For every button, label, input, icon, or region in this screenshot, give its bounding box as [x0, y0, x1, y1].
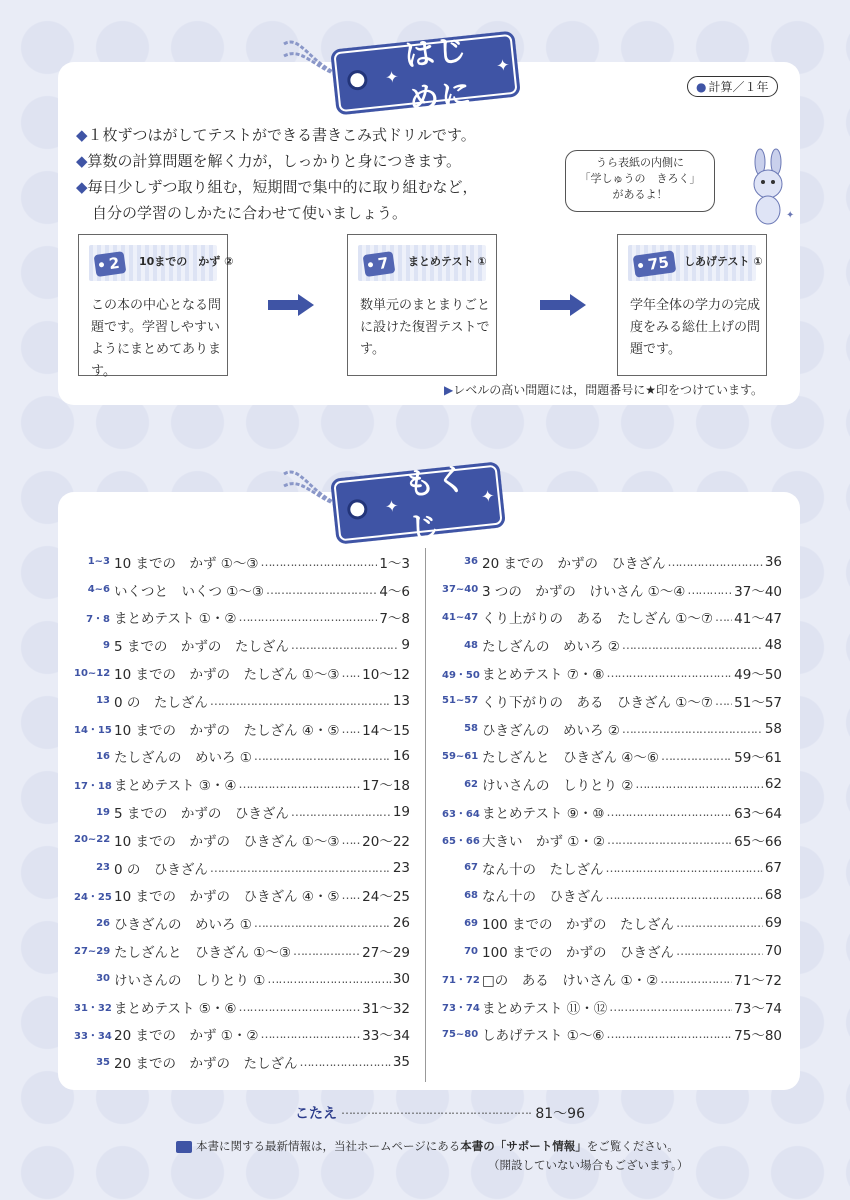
- toc-entry[interactable]: [442, 576, 782, 604]
- toc-entry[interactable]: [442, 826, 782, 854]
- toc-entry-pages: 37～40: [734, 583, 782, 600]
- toc-entry-pages: 58: [764, 720, 782, 737]
- toc-entry-pages: 65～66: [734, 833, 782, 850]
- speech-line: うら表紙の内側に: [596, 156, 684, 169]
- toc-entry-number: 1~3: [87, 556, 110, 568]
- toc-entry-title: まとめテスト ①・②: [114, 611, 237, 628]
- right-arrow-icon: [268, 294, 316, 316]
- toc-entry-title: たしざんと ひきざん ①～③: [114, 945, 291, 962]
- leader-dots: [676, 916, 763, 930]
- toc-entry-title: 5 までの かずの たしざん: [114, 639, 289, 656]
- toc-entry[interactable]: [74, 687, 410, 715]
- diamond-icon: ◆: [76, 152, 88, 170]
- toc-entry-title: 10 までの かず ①～③: [114, 555, 259, 572]
- support-text: をご覧ください。: [586, 1139, 679, 1153]
- toc-entry[interactable]: [74, 965, 410, 993]
- toc-entry-title: 10 までの かずの たしざん ①～③: [114, 667, 340, 684]
- leader-dots: [715, 610, 732, 624]
- toc-entry[interactable]: [74, 715, 410, 743]
- toc-entry-title: なん十の たしざん: [482, 861, 604, 878]
- toc-entry-number: 26: [96, 917, 110, 929]
- toc-entry[interactable]: [74, 1048, 410, 1076]
- leader-dots: [210, 861, 391, 875]
- bullet-item: [76, 174, 478, 200]
- problem-number-chip: 75: [633, 250, 677, 277]
- toc-entry[interactable]: [74, 854, 410, 882]
- toc-entry-number: 17・18: [74, 780, 112, 792]
- toc-entry-pages: 68: [764, 887, 782, 904]
- toc-entry-number: 62: [464, 778, 478, 790]
- toc-entry-title: ひきざんの めいろ ①: [114, 917, 252, 934]
- toc-entry-pages: 1～3: [379, 555, 410, 572]
- toc-entry-title: 20 までの かずの たしざん: [114, 1056, 298, 1073]
- star-icon: ✦: [384, 66, 402, 87]
- toc-entry[interactable]: [442, 854, 782, 882]
- example-box-main: [78, 234, 234, 379]
- toc-entry-title: たしざんと ひきざん ④～⑥: [482, 750, 659, 767]
- toc-entry-title: くり下がりの ある ひきざん ①～⑦: [482, 694, 713, 711]
- toc-entry-number: 30: [96, 973, 110, 985]
- leader-dots: [299, 1055, 390, 1069]
- toc-entry-number: 67: [464, 862, 478, 874]
- grade-badge: [687, 76, 778, 97]
- problem-number-chip: 7: [363, 251, 396, 277]
- example-title: しあげテスト ①: [684, 255, 763, 268]
- toc-entry-number: 13: [96, 695, 110, 707]
- toc-entry-title: いくつと いくつ ①～③: [114, 583, 264, 600]
- toc-entry-title: まとめテスト ⑤・⑥: [114, 1000, 237, 1017]
- toc-entry-title: 100 までの かずの ひきざん: [482, 945, 675, 962]
- toc-entry-title: たしざんの めいろ ①: [114, 750, 252, 767]
- toc-entry[interactable]: [74, 937, 410, 965]
- speech-bubble: [565, 150, 715, 212]
- toc-entry-pages: 67: [764, 859, 782, 876]
- leader-dots: [341, 722, 360, 736]
- toc-entry-pages: 27～29: [362, 945, 410, 962]
- toc-entry-number: 7・8: [86, 613, 110, 625]
- example-description: 学年全体の学力の完成度をみる総仕上げの問題です。: [630, 298, 761, 357]
- toc-entry-pages: 41～47: [734, 611, 782, 628]
- toc-entry[interactable]: [442, 548, 782, 576]
- intro-title-tag: [330, 31, 521, 116]
- toc-entry[interactable]: [74, 576, 410, 604]
- toc-entry-title: 20 までの かずの ひきざん: [482, 555, 666, 572]
- leader-dots: [238, 1000, 360, 1014]
- toc-right-column: [442, 548, 782, 1048]
- toc-entry[interactable]: [442, 937, 782, 965]
- toc-entry-pages: 70: [764, 943, 782, 960]
- star-icon: ✦: [480, 485, 498, 506]
- computer-icon: [176, 1141, 192, 1153]
- toc-entry-title: 10 までの かずの ひきざん ④・⑤: [114, 889, 340, 906]
- leader-dots: [635, 777, 762, 791]
- toc-entry-number: 49・50: [442, 669, 480, 681]
- toc-entry-number: 19: [96, 806, 110, 818]
- toc-entry-pages: 36: [764, 553, 782, 570]
- toc-entry-pages: 69: [764, 915, 782, 932]
- toc-entry-number: 68: [464, 889, 478, 901]
- example-title: まとめテスト ①: [408, 255, 487, 268]
- toc-entry-number: 59~61: [442, 750, 479, 762]
- speech-line: 「学しゅうの きろく」: [579, 172, 701, 185]
- toc-entry[interactable]: [74, 909, 410, 937]
- leader-dots: [676, 944, 763, 958]
- toc-entry-title: 3 つの かずの けいさん ①～④: [482, 583, 686, 600]
- leader-dots: [622, 638, 763, 652]
- toc-entry-pages: 62: [764, 776, 782, 793]
- toc-entry-number: 75~80: [442, 1028, 479, 1040]
- toc-entry[interactable]: [74, 1021, 410, 1049]
- leader-dots: [254, 916, 391, 930]
- toc-entry[interactable]: [442, 743, 782, 771]
- leader-dots: [341, 666, 360, 680]
- bullet-item: [76, 148, 478, 174]
- tag-hole-icon: [346, 69, 368, 91]
- toc-entry[interactable]: [74, 548, 410, 576]
- problem-number-chip: 2: [94, 251, 127, 277]
- toc-entry-title: まとめテスト ⑦・⑧: [482, 667, 605, 684]
- support-text: 本書に関する最新情報は，当社ホームページにある: [196, 1139, 461, 1153]
- leader-dots: [607, 833, 732, 847]
- toc-entry-title: まとめテスト ③・④: [114, 778, 237, 795]
- toc-entry-pages: 75～80: [734, 1028, 782, 1045]
- answers-pages: 81～96: [535, 1106, 585, 1122]
- grade-label: 計算／１年: [708, 80, 769, 94]
- leader-dots: [715, 694, 732, 708]
- toc-entry-title: 20 までの かず ①・②: [114, 1028, 259, 1045]
- toc-entry-pages: 35: [392, 1054, 410, 1071]
- diamond-icon: ◆: [76, 178, 88, 196]
- toc-entry-pages: 16: [392, 748, 410, 765]
- leader-dots: [609, 1000, 732, 1014]
- bullet-continuation: 自分の学習のしかたに合わせて使いましょう。: [92, 204, 408, 222]
- leader-dots: [687, 583, 732, 597]
- toc-entry-pages: 24～25: [362, 889, 410, 906]
- toc-entry-pages: 31～32: [362, 1000, 410, 1017]
- toc-entry-title: なん十の ひきざん: [482, 889, 604, 906]
- toc-entry-number: 37~40: [442, 584, 479, 596]
- support-link[interactable]: 本書の「サポート情報」: [460, 1139, 587, 1153]
- bullet-item: [76, 122, 478, 148]
- toc-entry[interactable]: [74, 798, 410, 826]
- example-description: 数単元のまとまりごとに設けた復習テストです。: [360, 298, 491, 357]
- toc-entry-pages: 59～61: [734, 750, 782, 767]
- toc-entry-pages: 73～74: [734, 1000, 782, 1017]
- toc-entry[interactable]: [74, 631, 410, 659]
- toc-entry-title: 10 までの かずの ひきざん ①～③: [114, 833, 340, 850]
- toc-left-column: [74, 548, 410, 1076]
- toc-entry-title: くり上がりの ある たしざん ①～⑦: [482, 611, 713, 628]
- leader-dots: [238, 777, 360, 791]
- leader-dots: [606, 888, 763, 902]
- toc-entry-number: 69: [464, 917, 478, 929]
- leader-dots: [291, 805, 391, 819]
- toc-entry-number: 20~22: [74, 834, 111, 846]
- toc-entry-title: けいさんの しりとり ②: [482, 778, 634, 795]
- example-title: 10までの かず ②: [139, 255, 234, 268]
- toc-entry[interactable]: [442, 687, 782, 715]
- leader-dots: [260, 555, 377, 569]
- toc-entry-number: 71・72: [442, 975, 480, 987]
- toc-entry-pages: 19: [392, 804, 410, 821]
- toc-entry-number: 35: [96, 1056, 110, 1068]
- toc-entry-number: 27~29: [74, 945, 111, 957]
- toc-entry-pages: 63～64: [734, 806, 782, 823]
- toc-entry[interactable]: [442, 993, 782, 1021]
- speech-line: があるよ！: [612, 188, 668, 201]
- toc-entry-pages: 10～12: [362, 667, 410, 684]
- bullet-text: 算数の計算問題を解く力が，しっかりと身につきます。: [87, 152, 462, 170]
- leader-dots: [622, 722, 763, 736]
- toc-entry[interactable]: [74, 604, 410, 632]
- toc-entry[interactable]: [442, 631, 782, 659]
- toc-entry-number: 73・74: [442, 1003, 480, 1015]
- answers-row[interactable]: [295, 1103, 585, 1123]
- toc-entry[interactable]: [442, 659, 782, 687]
- leader-dots: [341, 833, 360, 847]
- star-icon: ✦: [384, 495, 402, 516]
- leader-dots: [660, 972, 732, 986]
- intro-title: はじめに: [402, 32, 475, 118]
- toc-entry[interactable]: [442, 909, 782, 937]
- right-arrow-icon: [540, 294, 588, 316]
- toc-entry-number: 41~47: [442, 611, 479, 623]
- triangle-icon: ▶: [444, 383, 454, 397]
- toc-entry-pages: 51～57: [734, 694, 782, 711]
- toc-entry-pages: 17～18: [362, 778, 410, 795]
- toc-entry-number: 36: [464, 556, 478, 568]
- toc-entry-number: 70: [464, 945, 478, 957]
- toc-entry[interactable]: [442, 604, 782, 632]
- toc-entry-pages: 14～15: [362, 722, 410, 739]
- leader-dots: [606, 666, 732, 680]
- toc-entry-title: けいさんの しりとり ①: [114, 972, 266, 989]
- toc-entry-pages: 71～72: [734, 972, 782, 989]
- toc-entry-number: 10~12: [74, 667, 111, 679]
- leader-dots: [210, 694, 391, 708]
- column-divider: [425, 548, 426, 1082]
- toc-entry[interactable]: [442, 882, 782, 910]
- toc-entry-number: 33・34: [74, 1030, 112, 1042]
- toc-entry[interactable]: [442, 1021, 782, 1049]
- toc-entry-number: 48: [464, 639, 478, 651]
- level-note: [444, 381, 763, 398]
- toc-entry[interactable]: [442, 715, 782, 743]
- toc-entry-number: 58: [464, 723, 478, 735]
- intro-bullets: [76, 122, 478, 226]
- toc-entry-pages: 26: [392, 915, 410, 932]
- toc-entry-title: ひきざんの めいろ ②: [482, 722, 620, 739]
- toc-entry-pages: 33～34: [362, 1028, 410, 1045]
- leader-dots: [254, 749, 391, 763]
- toc-entry-pages: 7～8: [379, 611, 410, 628]
- toc-entry-number: 14・15: [74, 725, 112, 737]
- toc-entry-title: 5 までの かずの ひきざん: [114, 806, 289, 823]
- leader-dots: [267, 972, 390, 986]
- toc-entry-pages: 49～50: [734, 667, 782, 684]
- toc-entry-number: 31・32: [74, 1003, 112, 1015]
- toc-entry[interactable]: [74, 882, 410, 910]
- toc-entry-number: 23: [96, 862, 110, 874]
- leader-dots: [606, 805, 732, 819]
- toc-entry-number: 51~57: [442, 695, 479, 707]
- toc-entry-title: しあげテスト ①～⑥: [482, 1028, 605, 1045]
- leader-dots: [293, 944, 360, 958]
- diamond-icon: ◆: [76, 126, 88, 144]
- toc-entry[interactable]: [74, 659, 410, 687]
- toc-entry[interactable]: [74, 743, 410, 771]
- toc-entry[interactable]: [74, 826, 410, 854]
- level-note-text: レベルの高い問題には，問題番号に★印をつけています。: [453, 383, 764, 397]
- toc-entry-number: 63・64: [442, 808, 480, 820]
- toc-entry-number: 65・66: [442, 836, 480, 848]
- leader-dots: [661, 749, 732, 763]
- leader-dots: [341, 888, 360, 902]
- toc-entry-title: たしざんの めいろ ②: [482, 639, 620, 656]
- example-box-final: [617, 234, 767, 376]
- support-note: （開設していない場合もございます。）: [488, 1158, 689, 1172]
- leader-dots: [606, 1027, 732, 1041]
- toc-entry-title: □の ある けいさん ①・②: [482, 972, 659, 989]
- support-info: [176, 1138, 679, 1154]
- toc-entry-pages: 23: [392, 859, 410, 876]
- bunny-mascot-icon: [740, 148, 796, 228]
- leader-dots: [606, 861, 763, 875]
- toc-title: もくじ: [402, 461, 471, 547]
- toc-entry-title: 0 の たしざん: [114, 694, 208, 711]
- star-icon: ✦: [495, 54, 513, 76]
- svg-text:✦: ✦: [786, 210, 795, 221]
- example-box-review: [347, 234, 497, 376]
- toc-entry-pages: 13: [392, 692, 410, 709]
- toc-entry[interactable]: [74, 770, 410, 798]
- tag-hole-icon: [346, 498, 368, 520]
- toc-entry-title: 大きい かず ①・②: [482, 833, 605, 850]
- toc-entry-pages: 48: [764, 637, 782, 654]
- leader-dots: [341, 1103, 531, 1123]
- toc-entry-number: 4~6: [87, 584, 110, 596]
- toc-entry-pages: 9: [401, 637, 410, 654]
- leader-dots: [260, 1027, 360, 1041]
- toc-entry[interactable]: [442, 798, 782, 826]
- toc-entry-pages: 30: [392, 970, 410, 987]
- leader-dots: [667, 555, 762, 569]
- dot-icon: ●: [696, 80, 707, 94]
- answers-label: こたえ: [295, 1106, 337, 1122]
- toc-entry-title: 10 までの かずの たしざん ④・⑤: [114, 722, 340, 739]
- toc-entry-title: まとめテスト ⑨・⑩: [482, 806, 605, 823]
- toc-entry[interactable]: [442, 770, 782, 798]
- toc-entry-number: 9: [103, 639, 110, 651]
- leader-dots: [291, 638, 400, 652]
- leader-dots: [266, 583, 377, 597]
- bullet-text: １枚ずつはがしてテストができる書きこみ式ドリルです。: [87, 126, 476, 144]
- toc-entry-title: 100 までの かずの たしざん: [482, 917, 675, 934]
- toc-entry-title: 0 の ひきざん: [114, 861, 208, 878]
- toc-entry-pages: 4～6: [379, 583, 410, 600]
- bullet-text: 毎日少しずつ取り組む，短期間で集中的に取り組むなど，: [87, 178, 478, 196]
- toc-entry-number: 16: [96, 750, 110, 762]
- toc-entry[interactable]: [74, 993, 410, 1021]
- example-description: この本の中心となる問題です。学習しやすいようにまとめてあります。: [91, 298, 222, 379]
- toc-entry[interactable]: [442, 965, 782, 993]
- toc-entry-number: 24・25: [74, 891, 112, 903]
- leader-dots: [238, 610, 377, 624]
- toc-entry-pages: 20～22: [362, 833, 410, 850]
- toc-entry-title: まとめテスト ⑪・⑫: [482, 1000, 608, 1017]
